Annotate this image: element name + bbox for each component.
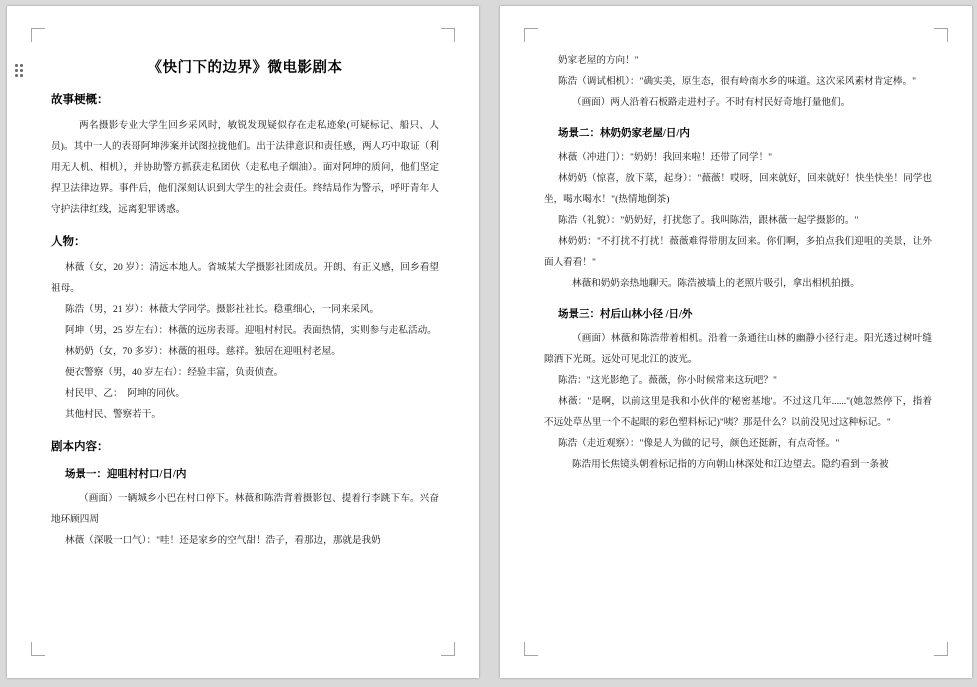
cast-item: 其他村民、警察若干。 [65,409,161,420]
scene-dialogue: 林薇（冲进门）："奶奶！我回来啦！还带了同学！" [558,152,773,163]
crop-mark-top-left [31,28,45,42]
section-heading-synopsis: 故事梗概： [51,94,109,106]
crop-mark-top-right [934,28,948,42]
cast-item: 村民甲、乙： 阿坤的同伙。 [65,388,185,399]
crop-mark-top-left [524,28,538,42]
synopsis-paragraph: 两名摄影专业大学生回乡采风时，敏锐发现疑似存在走私迹象(可疑标记、船只、人员)。其中一人的表哥阿坤涉案并试图拉拢他们。出于法律意识和责任感，两人巧中取证（利用无人机、相机），并协助警方抓获走私团伙（走私电子烟油）。面对阿坤的质问，他们坚定捍卫法律边界。事件后，他们深刻认识到大学生的社会责任。终结局作为警示，呼吁青年人守护法律红线，远离犯罪诱惑。 [51,120,439,215]
section-heading-characters: 人物： [51,236,86,248]
scene-heading: 场景一：迎咀村村口/日/内 [65,469,187,480]
crop-mark-bottom-right [934,642,948,656]
scene-description: （画面）两人沿着石板路走进村子。不时有村民好奇地打量他们。 [572,97,851,108]
scene-dialogue: 林薇："是啊，以前这里是我和小伙伴的'秘密基地'。不过这几年......"(她忽然停下，指着不远处草丛里一个不起眼的彩色塑料标记)"咦？那是什么？以前没见过这种标记。" [544,396,932,428]
scene-dialogue: 林奶奶（惊喜，放下菜，起身）："薇薇！哎呀，回来就好，回来就好！快坐快坐！同学也坐，喝水喝水！"(热情地倒茶) [544,173,932,205]
scene-dialogue: 陈浩（调试相机）："确实美，原生态，很有岭南水乡的味道。这次采风素材肯定棒。" [558,76,916,87]
cast-item: 林薇（女，20 岁）：清远本地人。省城某大学摄影社团成员。开朗、有正义感，回乡看望祖母。 [51,262,439,294]
scene-description: （画面）一辆城乡小巴在村口停下。林薇和陈浩背着摄影包、提着行李跳下车。兴奋地环顾四周 [51,493,439,525]
page-title: 《快门下的边界》微电影剧本 [147,60,343,76]
document-page-2[interactable] [500,6,972,678]
page-1-content [51,50,439,638]
scene-heading: 场景二：林奶奶家老屋/日/内 [558,128,690,139]
crop-mark-bottom-left [524,642,538,656]
scene-dialogue: 陈浩（礼貌）："奶奶好，打扰您了。我叫陈浩，跟林薇一起学摄影的。" [558,215,859,226]
cast-item: 陈浩（男，21 岁）：林薇大学同学。摄影社社长。稳重细心，一同来采风。 [65,304,380,315]
scene-dialogue: 陈浩："这光影绝了。薇薇，你小时候常来这玩吧？" [558,375,777,386]
cast-item: 阿坤（男，25 岁左右）：林薇的远房表哥。迎咀村村民。表面热情，实则参与走私活动。 [65,325,437,336]
scene-description: （画面）林薇和陈浩带着相机。沿着一条通往山林的幽静小径行走。阳光透过树叶缝隙洒下光斑。远处可见北江的波光。 [544,333,932,365]
crop-mark-bottom-right [441,642,455,656]
document-page-1[interactable] [7,6,479,678]
scene-heading: 场景三：村后山林小径 /日/外 [558,309,693,320]
crop-mark-bottom-left [31,642,45,656]
scene-description: 陈浩用长焦镜头朝着标记指的方向朝山林深处和江边望去。隐约看到一条被 [572,459,889,470]
cast-item: 林奶奶（女，70 多岁）：林薇的祖母。慈祥。独居在迎咀村老屋。 [65,346,341,357]
scene-dialogue: 奶家老屋的方向！" [558,55,639,66]
crop-mark-top-right [441,28,455,42]
cast-item: 便衣警察（男，40 岁左右）：经验丰富，负责侦查。 [65,367,284,378]
scene-description: 林薇和奶奶亲热地聊天。陈浩被墙上的老照片吸引，拿出相机拍摄。 [572,278,860,289]
scene-dialogue: 林薇（深吸一口气）："哇！还是家乡的空气甜！浩子，看那边，那就是我奶 [65,535,381,546]
scene-dialogue: 陈浩（走近观察）："像是人为做的记号，颜色还挺新，有点奇怪。" [558,438,840,449]
section-heading-script: 剧本内容： [51,441,109,453]
drag-handle-icon[interactable] [15,64,27,80]
page-2-content [544,50,932,638]
scene-dialogue: 林奶奶："不打扰不打扰！薇薇难得带朋友回来。你们啊，多拍点我们迎咀的美景，让外面人看看！" [544,236,932,268]
